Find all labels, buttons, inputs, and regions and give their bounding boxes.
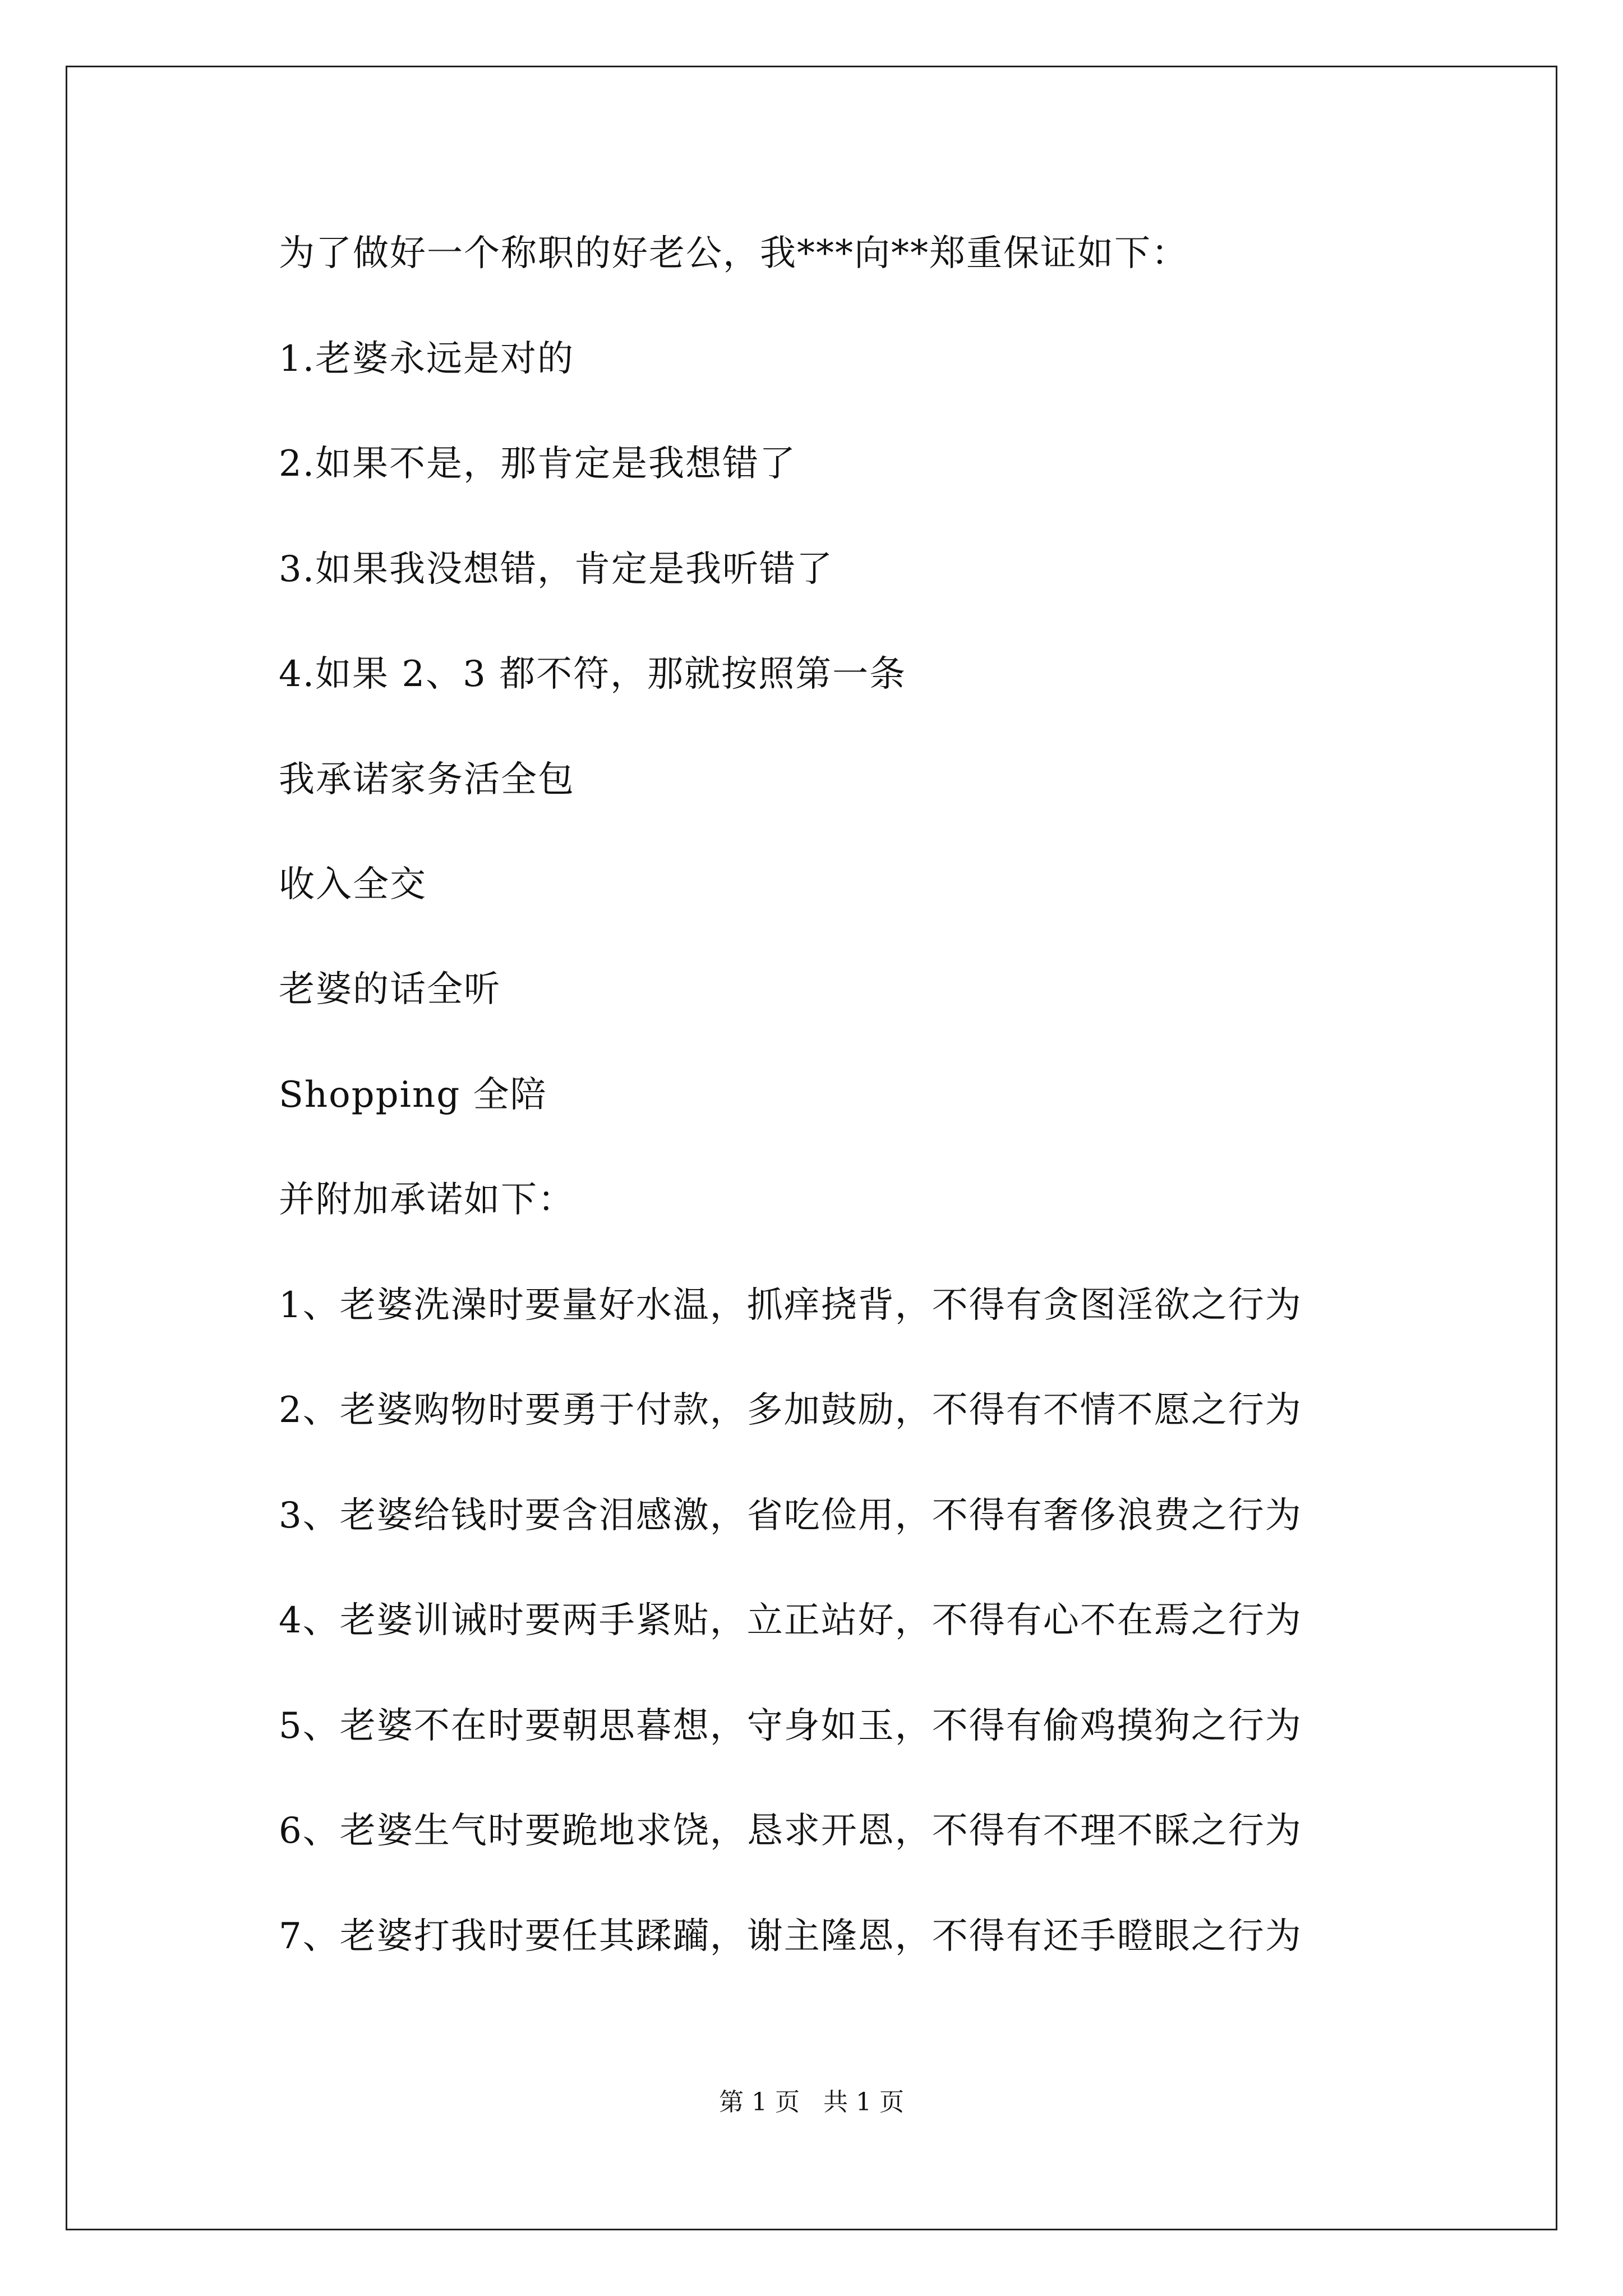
additional-item-6: 6、老婆生气时要跪地求饶，恳求开恩，不得有不理不睬之行为 — [279, 1810, 1302, 1852]
intro-line: 为了做好一个称职的好老公，我***向**郑重保证如下： — [279, 233, 1188, 274]
rule-2-line: 2.如果不是，那肯定是我想错了 — [279, 443, 797, 485]
rule-3-line: 3.如果我没想错，肯定是我听错了 — [279, 549, 834, 590]
additional-item-3: 3、老婆给钱时要含泪感激，省吃俭用，不得有奢侈浪费之行为 — [279, 1495, 1302, 1536]
additional-item-4: 4、老婆训诫时要两手紧贴，立正站好，不得有心不在焉之行为 — [279, 1600, 1302, 1641]
rule-1-line: 1.老婆永远是对的 — [279, 338, 575, 380]
page-number-footer: 第 1 页 共 1 页 — [719, 2088, 904, 2116]
promise-housework: 我承诺家务活全包 — [279, 759, 575, 800]
additional-item-5: 5、老婆不在时要朝思暮想，守身如玉，不得有偷鸡摸狗之行为 — [279, 1705, 1302, 1747]
additional-item-2: 2、老婆购物时要勇于付款，多加鼓励，不得有不情不愿之行为 — [279, 1389, 1302, 1431]
additional-item-1: 1、老婆洗澡时要量好水温，抓痒挠背，不得有贪图淫欲之行为 — [279, 1285, 1302, 1326]
rule-4-line: 4.如果 2、3 都不符，那就按照第一条 — [279, 654, 907, 695]
promise-obey: 老婆的话全听 — [279, 969, 501, 1010]
promise-income: 收入全交 — [279, 864, 427, 905]
additional-heading: 并附加承诺如下： — [279, 1179, 575, 1221]
promise-shopping: Shopping 全陪 — [279, 1074, 547, 1116]
additional-item-7: 7、老婆打我时要任其蹂躏，谢主隆恩，不得有还手瞪眼之行为 — [279, 1916, 1302, 1957]
page-border — [66, 66, 1557, 2230]
